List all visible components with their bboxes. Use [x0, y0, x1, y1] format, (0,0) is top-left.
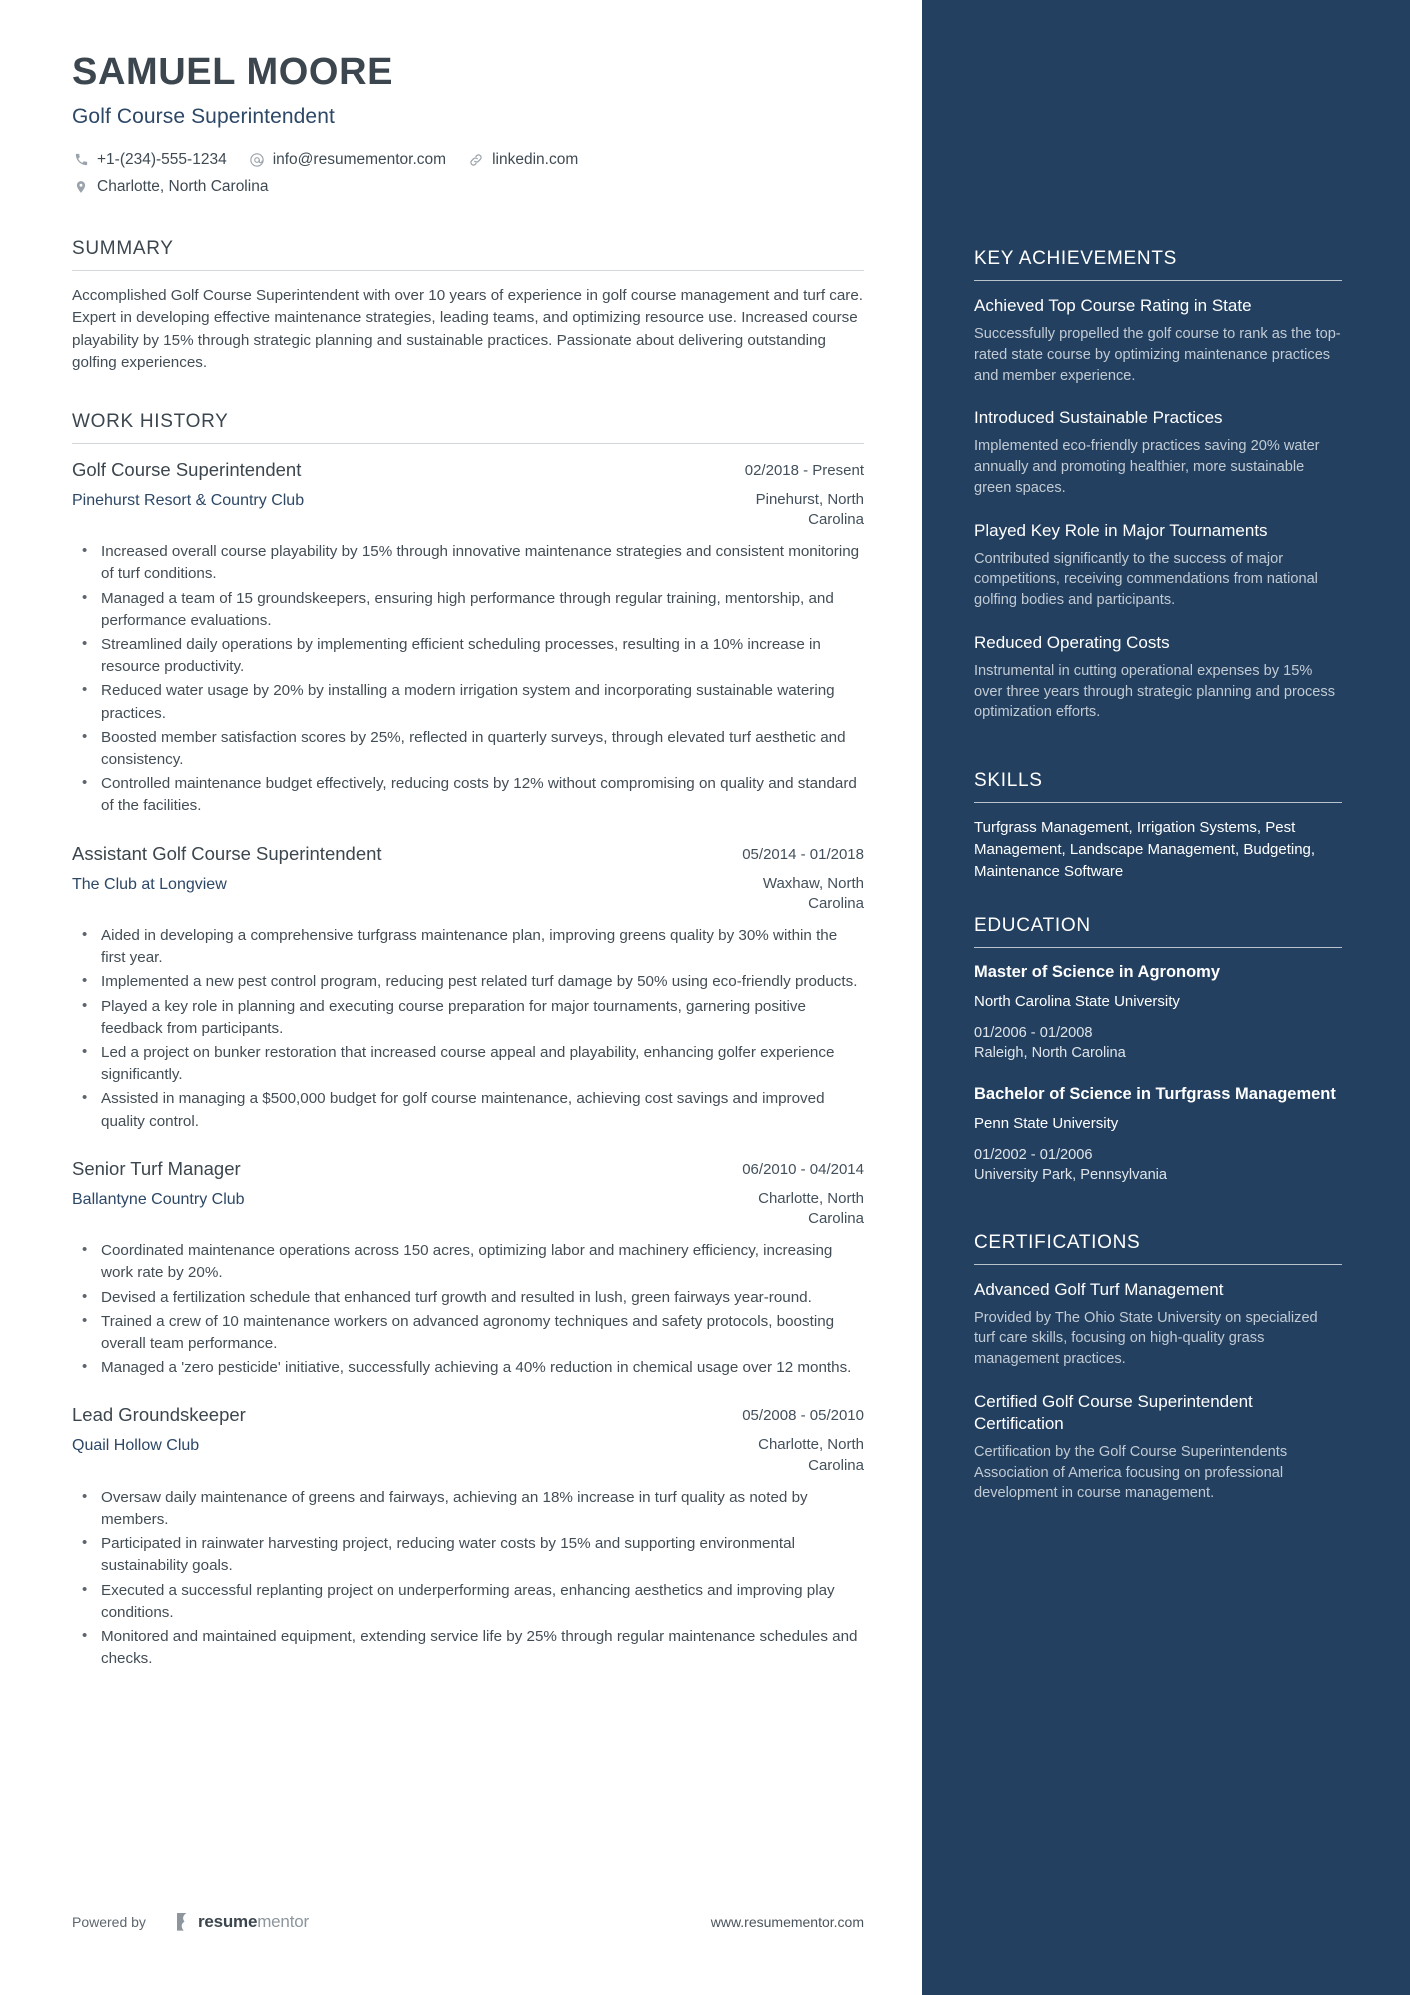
powered-by-label: Powered by — [72, 1914, 146, 1930]
resumementor-logo-icon — [176, 1912, 193, 1932]
achievement-title: Achieved Top Course Rating in State — [974, 296, 1252, 315]
job-header — [72, 458, 864, 483]
education-school: Penn State University — [974, 1115, 1119, 1133]
job-entry — [72, 842, 864, 1133]
link-icon — [467, 151, 485, 169]
job-bullet: • Boosted member satisfaction scores by 25%, reflected in quarterly surveys, through elevated turf aesthetic and consistency. — [72, 727, 864, 771]
education-list — [974, 962, 1342, 1186]
job-bullet: • Oversaw daily maintenance of greens and fairways, achieving an 18% increase in turf quality as noted by members. — [72, 1487, 864, 1531]
achievement-description: Successfully propelled the golf course to rank as the top-rated state course by optimizing maintenance practices and member experience. — [974, 326, 1341, 384]
job-bullet: • Led a project on bunker restoration that increased course appeal and playability, enhancing golfer experience significantly. — [72, 1042, 864, 1086]
education-dates: 01/2002 - 01/2006 — [974, 1147, 1093, 1164]
job-role: Assistant Golf Course Superintendent — [72, 842, 382, 864]
job-bullet: • Streamlined daily operations by implementing efficient scheduling processes, resulting in a 10% increase in resource productivity. — [72, 634, 864, 678]
achievement-item — [974, 632, 1342, 723]
achievement-item — [974, 407, 1342, 498]
job-bullet: • Trained a crew of 10 maintenance workers on advanced agronomy techniques and safety protocols, boosting overall team performance. — [72, 1311, 864, 1355]
job-company: Ballantyne Country Club — [72, 1190, 245, 1208]
job-company: The Club at Longview — [72, 875, 227, 893]
education-school: North Carolina State University — [974, 993, 1180, 1011]
job-header — [72, 1403, 864, 1428]
work-history-section — [72, 411, 864, 1670]
job-subheader — [72, 874, 864, 915]
key-achievements-heading: KEY ACHIEVEMENTS — [974, 248, 1178, 269]
job-role: Lead Groundskeeper — [72, 1404, 246, 1426]
summary-text: Accomplished Golf Course Superintendent with over 10 years of experience in golf course management and turf care. Expert in developing effective maintenance strategies, leading teams, and optimizing resource use. Increased course playability by 15% through strategic planning and sustainable practices. Passionate about delivering outstanding golfing experiences. — [72, 286, 864, 372]
email-icon — [248, 151, 266, 169]
key-achievements-list — [974, 295, 1342, 723]
job-dates: 05/2014 - 01/2018 — [742, 845, 864, 863]
contact-phone-text: +1-(234)-555-1234 — [97, 150, 227, 168]
spacer-skills — [974, 744, 1342, 770]
education-dates: 01/2006 - 01/2008 — [974, 1025, 1093, 1042]
contact-location-text: Charlotte, North Carolina — [97, 177, 269, 195]
summary-section — [72, 238, 864, 375]
job-bullet: • Implemented a new pest control program, reducing pest related turf damage by 50% using eco-friendly products. — [72, 971, 864, 993]
logo-text-light: mentor — [257, 1912, 309, 1931]
education-location: Raleigh, North Carolina — [974, 1045, 1126, 1062]
job-list — [72, 458, 864, 1670]
location-icon — [72, 178, 90, 196]
job-dates: 06/2010 - 04/2014 — [742, 1160, 864, 1178]
achievement-description: Implemented eco-friendly practices saving 20% water annually and promoting healthier, more sustainable green spaces. — [974, 438, 1320, 496]
certification-description: Certification by the Golf Course Superintendents Association of America focusing on professional development in course management. — [974, 1443, 1288, 1502]
achievement-description: Instrumental in cutting operational expenses by 15% over three years through strategic planning and process optimization efforts. — [974, 662, 1336, 721]
job-bullet: • Devised a fertilization schedule that enhanced turf growth and resulted in lush, green fairways year-round. — [72, 1287, 864, 1309]
certifications-heading: CERTIFICATIONS — [974, 1231, 1141, 1253]
job-header — [72, 842, 864, 867]
phone-icon — [72, 151, 90, 169]
skills-text: Turfgrass Management, Irrigation Systems, Pest Management, Landscape Management, Budgeting, Maintenance Software — [974, 819, 1316, 880]
achievement-item — [974, 295, 1342, 386]
certification-item — [974, 1279, 1342, 1370]
contact-phone[interactable] — [72, 148, 227, 172]
achievement-title: Played Key Role in Major Tournaments — [974, 520, 1268, 540]
certification-item — [974, 1391, 1342, 1504]
skills-heading: SKILLS — [974, 770, 1043, 791]
job-company: Quail Hollow Club — [72, 1437, 200, 1455]
spacer-education — [974, 889, 1342, 915]
job-company: Pinehurst Resort & Country Club — [72, 491, 305, 509]
certifications-list — [974, 1279, 1342, 1505]
job-location: Charlotte, North Carolina — [758, 1189, 864, 1227]
job-subheader — [72, 1189, 864, 1230]
job-bullet: • Increased overall course playability by 15% through innovative maintenance strategies and consistent monitoring of turf conditions. — [72, 541, 864, 585]
job-bullets — [72, 1240, 864, 1379]
achievement-title: Introduced Sustainable Practices — [974, 408, 1223, 428]
job-subheader — [72, 490, 864, 531]
education-degree: Master of Science in Agronomy — [974, 962, 1221, 981]
contact-location — [72, 175, 268, 199]
job-location: Charlotte, North Carolina — [758, 1436, 864, 1474]
education-item — [974, 1084, 1342, 1186]
job-location: Pinehurst, North Carolina — [755, 490, 864, 529]
job-bullet: • Aided in developing a comprehensive turfgrass maintenance plan, improving greens quality by 30% within the first year. — [72, 925, 864, 969]
contact-linkedin[interactable] — [467, 148, 578, 172]
contact-info — [72, 148, 864, 202]
education-divider — [974, 947, 1342, 948]
candidate-job-title: Golf Course Superintendent — [72, 104, 335, 128]
job-bullet: • Assisted in managing a $500,000 budget for golf course maintenance, achieving cost savings and improved quality control. — [72, 1088, 864, 1132]
certifications-divider — [974, 1264, 1342, 1265]
footer — [72, 1912, 864, 1932]
certification-title: Certified Golf Course Superintendent Certification — [974, 1391, 1253, 1433]
job-subheader — [72, 1435, 864, 1476]
job-header — [72, 1157, 864, 1182]
work-history-heading: WORK HISTORY — [72, 410, 229, 432]
job-bullets — [72, 925, 864, 1133]
job-location: Waxhaw, North Carolina — [762, 874, 864, 912]
job-dates: 02/2018 - Present — [744, 461, 864, 479]
certification-description: Provided by The Ohio State University on specialized turf care skills, focusing on high-quality grass management practices. — [974, 1309, 1318, 1368]
achievement-title: Reduced Operating Costs — [974, 632, 1170, 652]
achievement-description: Contributed significantly to the success of major competitions, receiving commendations from national golfing bodies and participants. — [974, 550, 1318, 609]
job-entry — [72, 458, 864, 818]
resumementor-logo — [176, 1912, 309, 1932]
skills-divider — [974, 802, 1342, 803]
job-bullet: • Managed a 'zero pesticide' initiative, successfully achieving a 40% reduction in chemical usage over 12 months. — [72, 1357, 864, 1379]
sidebar — [922, 0, 1410, 1995]
job-bullet: • Played a key role in planning and executing course preparation for major tournaments, garnering positive feedback from participants. — [72, 996, 864, 1040]
candidate-name: SAMUEL MOORE — [72, 51, 394, 93]
achievement-item — [974, 520, 1342, 611]
contact-linkedin-text: linkedin.com — [492, 150, 579, 168]
job-bullets — [72, 541, 864, 817]
job-bullet: • Coordinated maintenance operations across 150 acres, optimizing labor and machinery efficiency, increasing work rate by 20%. — [72, 1240, 864, 1284]
footer-website[interactable]: www.resumementor.com — [710, 1914, 864, 1930]
job-dates: 05/2008 - 05/2010 — [742, 1407, 864, 1425]
contact-email-text: info@resumementor.com — [272, 150, 447, 168]
education-section — [974, 915, 1342, 1186]
job-role: Golf Course Superintendent — [72, 458, 302, 480]
job-entry — [72, 1157, 864, 1380]
education-degree: Bachelor of Science in Turfgrass Management — [974, 1084, 1336, 1103]
summary-heading: SUMMARY — [72, 237, 174, 259]
job-role: Senior Turf Manager — [72, 1157, 241, 1179]
certification-title: Advanced Golf Turf Management — [974, 1279, 1224, 1299]
education-location: University Park, Pennsylvania — [974, 1167, 1168, 1184]
education-heading: EDUCATION — [974, 914, 1091, 936]
work-history-divider — [72, 443, 864, 444]
logo-text-bold: resume — [197, 1912, 258, 1931]
contact-email[interactable] — [248, 148, 446, 172]
summary-divider — [72, 270, 864, 271]
key-achievements-divider — [974, 280, 1342, 281]
job-bullet: • Executed a successful replanting project on underperforming areas, enhancing aesthetics and improving play conditions. — [72, 1580, 864, 1624]
resumementor-logo-text — [198, 1912, 309, 1932]
job-bullet: • Participated in rainwater harvesting project, reducing water costs by 15% and supporting environmental sustainability goals. — [72, 1533, 864, 1577]
certifications-section — [974, 1232, 1342, 1505]
job-bullet: • Managed a team of 15 groundskeepers, ensuring high performance through regular training, mentorship, and performance evaluations. — [72, 588, 864, 632]
spacer-certifications — [974, 1206, 1342, 1232]
job-bullet: • Monitored and maintained equipment, extending service life by 25% through regular maintenance schedules and checks. — [72, 1626, 864, 1670]
job-entry — [72, 1403, 864, 1670]
job-bullets — [72, 1487, 864, 1671]
education-item — [974, 962, 1342, 1064]
key-achievements-section — [974, 248, 1342, 723]
job-bullet: • Controlled maintenance budget effectively, reducing costs by 12% without compromising on quality and standard of the facilities. — [72, 773, 864, 817]
job-bullet: • Reduced water usage by 20% by installing a modern irrigation system and incorporating sustainable watering practices. — [72, 680, 864, 724]
skills-section — [974, 770, 1342, 883]
